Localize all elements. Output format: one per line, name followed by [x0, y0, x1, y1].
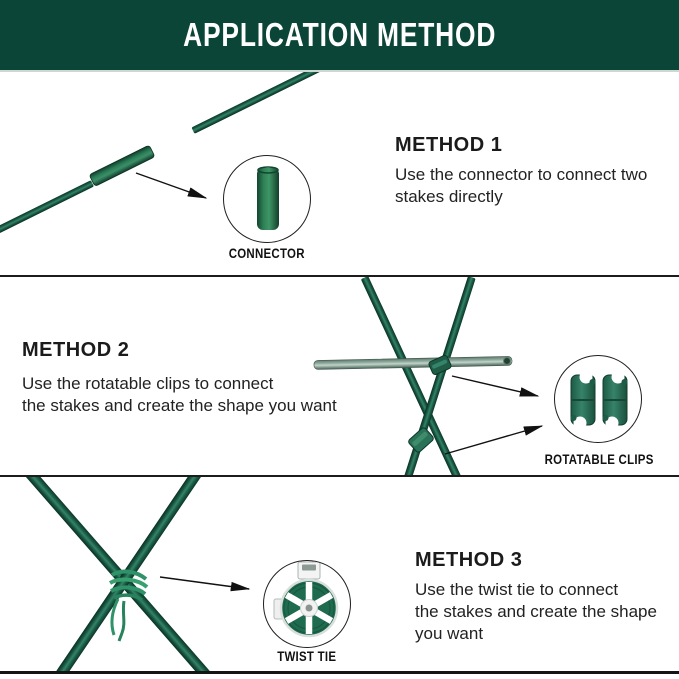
twist-tie-icon — [264, 561, 351, 648]
horizontal-crossbar-stake — [314, 356, 512, 369]
method-2-heading: METHOD 2 — [22, 339, 130, 361]
connector-callout-label: CONNECTOR — [228, 246, 306, 261]
method-3-description: Use the twist tie to connect the stakes and create the shape you want — [415, 580, 657, 643]
rotatable-clips-callout-label: ROTATABLE CLIPS — [544, 452, 655, 467]
arrow-to-clips-callout-upper — [452, 376, 538, 396]
connector-sleeve-on-stake — [89, 145, 155, 186]
connector-icon — [224, 156, 311, 243]
clip-at-lower-crossing — [407, 427, 434, 454]
rotatable-clips-icon — [555, 356, 642, 443]
method-1-heading: METHOD 1 — [395, 134, 503, 156]
connector-callout — [223, 155, 311, 243]
twist-tie-callout — [263, 560, 351, 648]
page-title: APPLICATION METHOD — [182, 16, 497, 53]
stake-upper-segment — [191, 72, 330, 134]
method-1-section — [0, 72, 679, 277]
header-banner — [0, 0, 679, 72]
arrow-to-clips-callout-lower — [445, 426, 542, 454]
arrow-to-connector-callout — [136, 173, 206, 198]
twist-tie-callout-label: TWIST TIE — [277, 649, 337, 664]
clip-left — [571, 371, 596, 430]
method-3-heading: METHOD 3 — [415, 549, 523, 571]
stake-lower-segment — [0, 180, 94, 236]
arrow-to-twist-tie-callout — [160, 577, 249, 589]
method-2-description: Use the rotatable clips to connect the stakes and create the shape you want — [22, 374, 337, 415]
method-1-description: Use the connector to connect two stakes directly — [395, 165, 648, 206]
rotatable-clips-callout — [554, 355, 642, 443]
clip-right — [603, 371, 628, 430]
method-3-section — [0, 477, 679, 674]
method-2-section — [0, 277, 679, 477]
